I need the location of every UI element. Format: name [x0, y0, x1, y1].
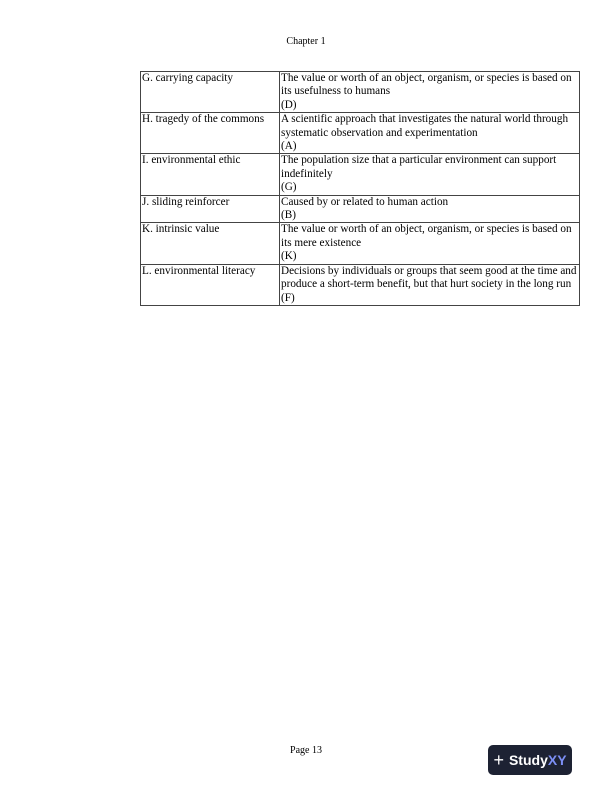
answer-letter: (B)	[281, 209, 296, 222]
definition-text: The value or worth of an object, organism, or species is based on its usefulness to humans	[281, 72, 572, 98]
table-row	[141, 195, 580, 223]
answer-letter: (F)	[281, 291, 295, 304]
table-row	[141, 72, 580, 113]
table-row	[141, 264, 580, 305]
matching-table	[140, 71, 580, 306]
logo-text: Study	[508, 752, 548, 768]
term-cell: J. sliding reinforcer	[141, 195, 280, 223]
definition-cell	[280, 72, 580, 113]
definition-cell	[280, 154, 580, 195]
term-cell: H. tragedy of the commons	[141, 113, 280, 154]
answer-letter: (A)	[281, 140, 297, 153]
definition-cell	[280, 264, 580, 305]
page-header: Chapter 1	[286, 36, 326, 47]
definition-text: The value or worth of an object, organism, or species is based on its mere existence	[281, 223, 572, 249]
definition-text: The population size that a particular environment can support indefinitely	[281, 154, 557, 180]
plus-icon: +	[493, 750, 504, 770]
definition-text: Caused by or related to human action	[281, 195, 449, 208]
definition-cell	[280, 223, 580, 264]
answer-letter: (G)	[281, 181, 297, 194]
definition-text: Decisions by individuals or groups that seem good at the time and produce a short-term benefit, but that hurt society in the long run	[281, 264, 577, 291]
definition-cell	[280, 113, 580, 154]
table-row	[141, 154, 580, 195]
page-number: Page 13	[290, 745, 322, 756]
studyxy-logo[interactable]	[488, 745, 572, 775]
term-cell: G. carrying capacity	[141, 72, 280, 113]
term-cell: L. environmental literacy	[141, 264, 280, 305]
answer-letter: (K)	[281, 250, 297, 263]
answer-letter: (D)	[281, 98, 297, 111]
term-cell: K. intrinsic value	[141, 223, 280, 264]
table-row	[141, 223, 580, 264]
definition-text: A scientific approach that investigates the natural world through systematic observation and experimentation	[281, 113, 569, 139]
logo-accent-text: XY	[547, 752, 567, 768]
table-row	[141, 113, 580, 154]
term-cell: I. environmental ethic	[141, 154, 280, 195]
definition-cell	[280, 195, 580, 223]
